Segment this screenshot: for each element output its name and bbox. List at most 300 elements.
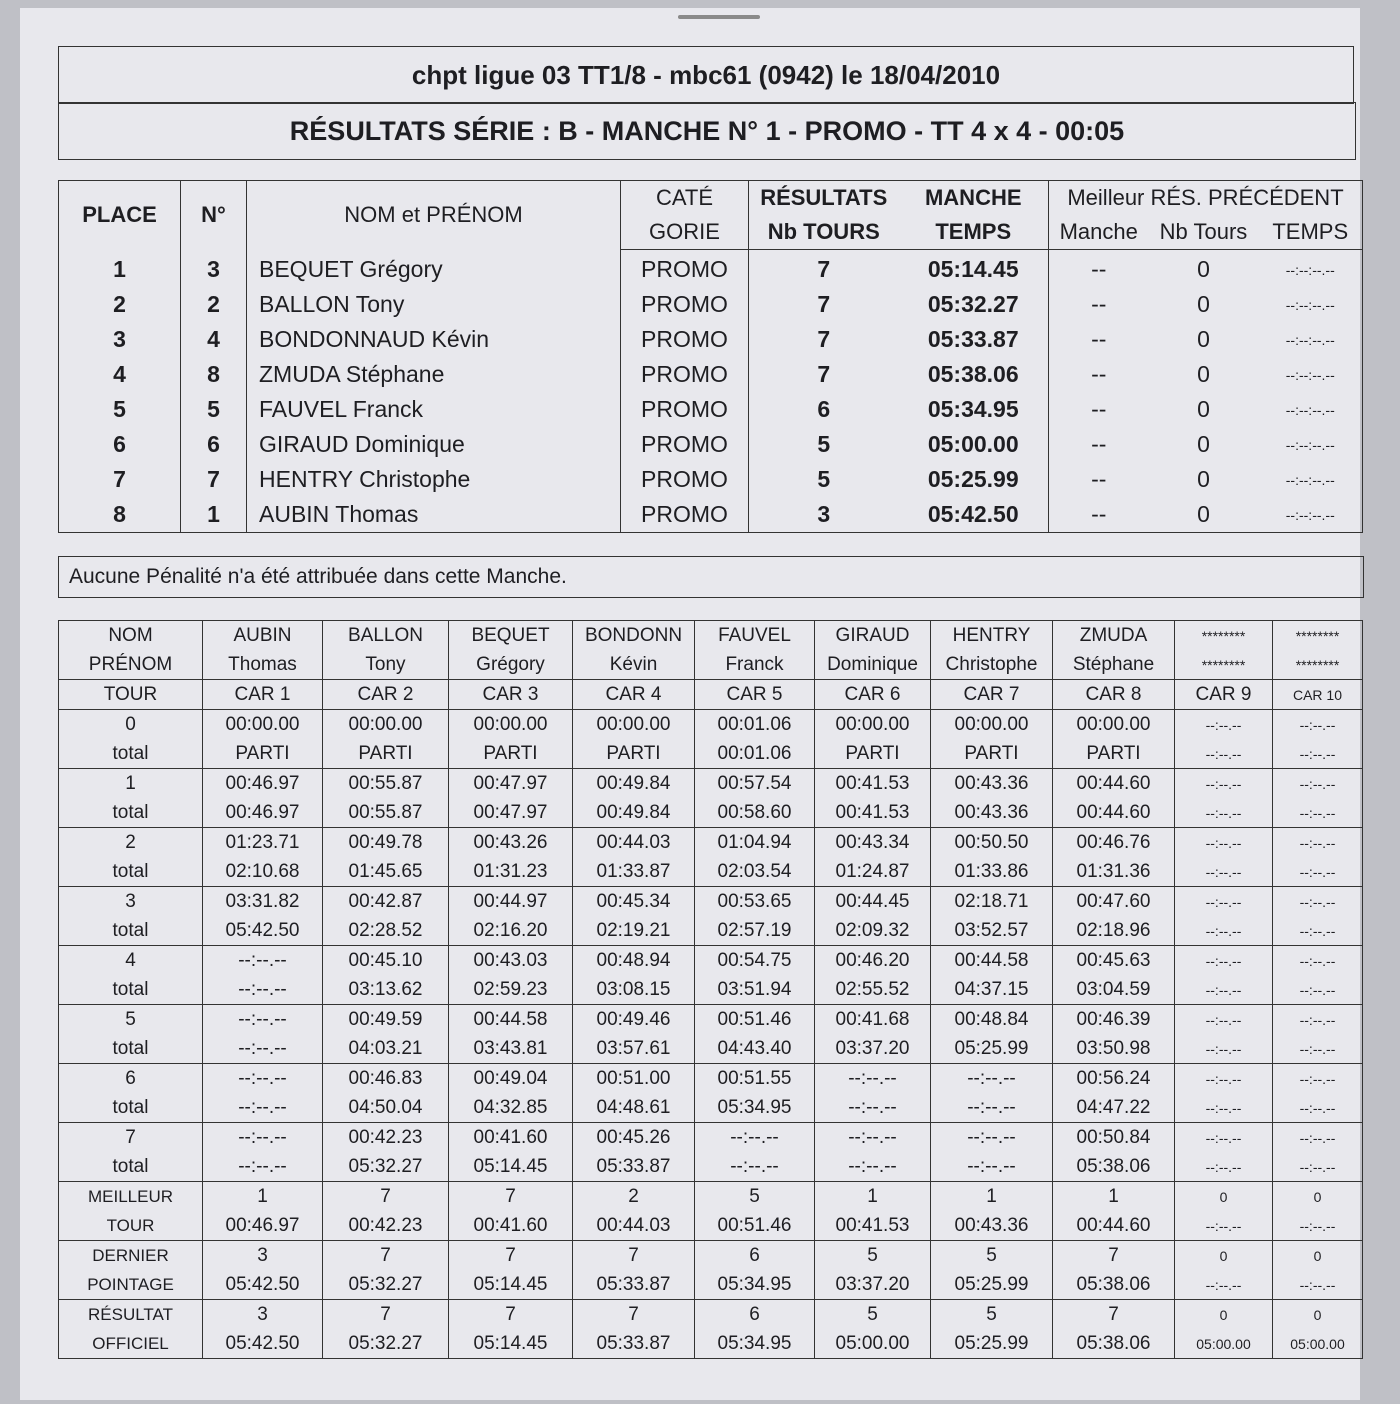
lap-cumulative: 02:18.96 [1053, 916, 1175, 946]
lap-cumulative: 05:38.06 [1053, 1152, 1175, 1182]
result-prev-time: --:--:--.-- [1259, 357, 1363, 392]
result-laps: 7 [749, 357, 899, 392]
lap-time: 00:56.24 [1053, 1064, 1175, 1094]
label-total: total [59, 975, 203, 1005]
lap-cumulative: PARTI [931, 739, 1053, 769]
lap-time: --:--.-- [1273, 710, 1363, 740]
lap-time: 00:48.84 [931, 1005, 1053, 1035]
best-lap-time: 00:44.03 [573, 1211, 695, 1241]
official-result-row [59, 1300, 1363, 1330]
driver-firstname: Thomas [203, 650, 323, 680]
car-number: CAR 9 [1175, 680, 1273, 710]
lap-row [59, 887, 1363, 917]
driver-surname: AUBIN [203, 621, 323, 651]
series-title: RÉSULTATS SÉRIE : B - MANCHE N° 1 - PROMO - TT 4 x 4 - 00:05 [58, 102, 1356, 160]
lap-time: 00:45.26 [573, 1123, 695, 1153]
car-number: CAR 3 [449, 680, 573, 710]
lap-time: 00:42.87 [323, 887, 449, 917]
lap-cumulative: 03:13.62 [323, 975, 449, 1005]
staple [678, 15, 760, 19]
lap-time: 00:46.39 [1053, 1005, 1175, 1035]
driver-firstname: Kévin [573, 650, 695, 680]
lap-cumulative: --:--.-- [815, 1093, 931, 1123]
lap-time: 00:00.00 [323, 710, 449, 740]
result-place: 2 [59, 287, 181, 322]
lap-time: 00:44.45 [815, 887, 931, 917]
best-lap-time: 00:41.60 [449, 1211, 573, 1241]
lap-total-row [59, 1152, 1363, 1182]
lap-row [59, 1064, 1363, 1094]
result-row [59, 322, 1363, 357]
result-row [59, 497, 1363, 533]
lap-time: 00:44.97 [449, 887, 573, 917]
col-category-1: CATÉ [621, 181, 749, 216]
lap-cumulative: 01:31.36 [1053, 857, 1175, 887]
lap-cumulative: 00:46.97 [203, 798, 323, 828]
lap-time: 00:51.55 [695, 1064, 815, 1094]
driver-firstname: Christophe [931, 650, 1053, 680]
lap-cumulative: --:--.-- [203, 1093, 323, 1123]
lap-total-row [59, 916, 1363, 946]
result-prev-manche: -- [1049, 250, 1149, 288]
best-lap-time: --:--.-- [1273, 1211, 1363, 1241]
result-prev-time: --:--:--.-- [1259, 322, 1363, 357]
lap-total-row [59, 857, 1363, 887]
result-category: PROMO [621, 287, 749, 322]
last-timing-time: 05:25.99 [931, 1270, 1053, 1300]
result-name: BEQUET Grégory [247, 250, 621, 288]
official-result-lap: 5 [815, 1300, 931, 1330]
official-result-time-row [59, 1329, 1363, 1359]
lap-cumulative: 01:33.87 [573, 857, 695, 887]
best-lap-time: 00:43.36 [931, 1211, 1053, 1241]
lap-time: 00:44.58 [931, 946, 1053, 976]
result-prev-time: --:--:--.-- [1259, 427, 1363, 462]
result-prev-time: --:--:--.-- [1259, 462, 1363, 497]
last-timing-lap: 3 [203, 1241, 323, 1271]
best-lap-time: 00:41.53 [815, 1211, 931, 1241]
lap-time: 00:00.00 [449, 710, 573, 740]
lap-cumulative: 05:42.50 [203, 916, 323, 946]
lap-row [59, 769, 1363, 799]
lap-cumulative: PARTI [1053, 739, 1175, 769]
lap-cumulative: 02:28.52 [323, 916, 449, 946]
official-result-time: 05:00.00 [1175, 1329, 1273, 1359]
lap-time: 03:31.82 [203, 887, 323, 917]
official-result-lap: 5 [931, 1300, 1053, 1330]
lap-time: 00:54.75 [695, 946, 815, 976]
lap-time: 00:00.00 [1053, 710, 1175, 740]
last-timing-time: 05:32.27 [323, 1270, 449, 1300]
last-timing-time: --:--.-- [1175, 1270, 1273, 1300]
lap-time: 00:43.26 [449, 828, 573, 858]
best-lap-time: 00:44.60 [1053, 1211, 1175, 1241]
lap-time: 00:46.76 [1053, 828, 1175, 858]
label-best-lap: MEILLEUR [59, 1182, 203, 1212]
car-number: CAR 10 [1273, 680, 1363, 710]
lap-cumulative: --:--.-- [1175, 1034, 1273, 1064]
lap-time: --:--.-- [203, 946, 323, 976]
lap-cumulative: --:--.-- [203, 975, 323, 1005]
lap-number: 0 [59, 710, 203, 740]
result-place: 7 [59, 462, 181, 497]
driver-surname: FAUVEL [695, 621, 815, 651]
lap-cumulative: --:--.-- [1273, 1093, 1363, 1123]
lap-cumulative: 00:49.84 [573, 798, 695, 828]
lap-cumulative: 03:04.59 [1053, 975, 1175, 1005]
car-number: CAR 4 [573, 680, 695, 710]
lap-cumulative: --:--.-- [1175, 1093, 1273, 1123]
label-total: total [59, 1093, 203, 1123]
lap-total-row [59, 1034, 1363, 1064]
lap-time: 02:18.71 [931, 887, 1053, 917]
lap-cumulative: --:--.-- [1175, 975, 1273, 1005]
result-time: 05:38.06 [899, 357, 1049, 392]
last-timing-lap: 7 [323, 1241, 449, 1271]
result-category: PROMO [621, 427, 749, 462]
best-lap-lap: 0 [1273, 1182, 1363, 1212]
lap-number: 2 [59, 828, 203, 858]
official-result-lap: 7 [1053, 1300, 1175, 1330]
last-timing-time: --:--.-- [1273, 1270, 1363, 1300]
last-timing-lap: 5 [931, 1241, 1053, 1271]
car-number: CAR 1 [203, 680, 323, 710]
lap-cumulative: 03:50.98 [1053, 1034, 1175, 1064]
last-timing-time-row [59, 1270, 1363, 1300]
official-result-time: 05:32.27 [323, 1329, 449, 1359]
result-name: AUBIN Thomas [247, 497, 621, 533]
lap-cumulative: 04:43.40 [695, 1034, 815, 1064]
result-row [59, 287, 1363, 322]
best-lap-time-row [59, 1211, 1363, 1241]
lap-time: 00:48.94 [573, 946, 695, 976]
lap-cumulative: 05:33.87 [573, 1152, 695, 1182]
last-timing-time: 05:42.50 [203, 1270, 323, 1300]
col-prev-manche: Manche [1049, 215, 1149, 250]
lap-cumulative: PARTI [203, 739, 323, 769]
lap-time: 00:44.60 [1053, 769, 1175, 799]
lap-cumulative: 01:31.23 [449, 857, 573, 887]
lap-row [59, 710, 1363, 740]
lap-time: --:--.-- [1175, 769, 1273, 799]
lap-time: 00:57.54 [695, 769, 815, 799]
driver-firstname: Tony [323, 650, 449, 680]
lap-time: 00:49.04 [449, 1064, 573, 1094]
lap-row [59, 1005, 1363, 1035]
best-lap-lap: 1 [815, 1182, 931, 1212]
lap-cumulative: PARTI [573, 739, 695, 769]
lap-cumulative: --:--.-- [1273, 1034, 1363, 1064]
lap-time: 00:45.10 [323, 946, 449, 976]
result-laps: 7 [749, 287, 899, 322]
lap-time: 00:41.53 [815, 769, 931, 799]
result-laps: 6 [749, 392, 899, 427]
label-total: total [59, 916, 203, 946]
driver-firstname: Franck [695, 650, 815, 680]
lap-time: 00:50.84 [1053, 1123, 1175, 1153]
lap-cumulative: 03:43.81 [449, 1034, 573, 1064]
driver-surname: BONDONN [573, 621, 695, 651]
event-title: chpt ligue 03 TT1/8 - mbc61 (0942) le 18/04/2010 [58, 46, 1354, 104]
lap-time: 00:47.97 [449, 769, 573, 799]
result-laps: 7 [749, 322, 899, 357]
car-number: CAR 8 [1053, 680, 1175, 710]
last-timing-time: 05:38.06 [1053, 1270, 1175, 1300]
lap-cumulative: 02:55.52 [815, 975, 931, 1005]
lap-cumulative: 00:44.60 [1053, 798, 1175, 828]
label-total: total [59, 1034, 203, 1064]
lap-time: 01:23.71 [203, 828, 323, 858]
lap-time: --:--.-- [695, 1123, 815, 1153]
result-time: 05:25.99 [899, 462, 1049, 497]
lap-cumulative: --:--.-- [1175, 1152, 1273, 1182]
lap-cumulative: 04:32.85 [449, 1093, 573, 1123]
result-number: 2 [181, 287, 247, 322]
lap-cumulative: 00:01.06 [695, 739, 815, 769]
lap-cumulative: 02:57.19 [695, 916, 815, 946]
last-timing-lap: 0 [1175, 1241, 1273, 1271]
col-results-1: RÉSULTATS [749, 181, 899, 216]
lap-cumulative: --:--.-- [203, 1152, 323, 1182]
result-time: 05:32.27 [899, 287, 1049, 322]
lap-time: --:--.-- [1273, 1064, 1363, 1094]
result-prev-laps: 0 [1197, 256, 1210, 282]
lap-cumulative: --:--.-- [1175, 857, 1273, 887]
label-total: total [59, 857, 203, 887]
best-lap-lap: 7 [323, 1182, 449, 1212]
lap-cumulative: --:--.-- [695, 1152, 815, 1182]
lap-time: --:--.-- [203, 1064, 323, 1094]
best-lap-lap: 5 [695, 1182, 815, 1212]
car-number: CAR 7 [931, 680, 1053, 710]
official-result-lap: 6 [695, 1300, 815, 1330]
lap-cumulative: PARTI [449, 739, 573, 769]
car-number: CAR 5 [695, 680, 815, 710]
lap-cumulative: 04:48.61 [573, 1093, 695, 1123]
lap-time: 00:46.20 [815, 946, 931, 976]
lap-cumulative: 02:16.20 [449, 916, 573, 946]
result-name: HENTRY Christophe [247, 462, 621, 497]
result-name: BALLON Tony [247, 287, 621, 322]
lap-cumulative: 00:55.87 [323, 798, 449, 828]
lap-time: --:--.-- [931, 1123, 1053, 1153]
label-nom: NOM [59, 621, 203, 651]
result-prev-laps: 0 [1197, 396, 1210, 422]
col-nb-tours: Nb TOURS [749, 215, 899, 250]
result-place: 4 [59, 357, 181, 392]
lap-time: --:--.-- [1175, 946, 1273, 976]
lap-cumulative: PARTI [323, 739, 449, 769]
lap-cumulative: 03:37.20 [815, 1034, 931, 1064]
result-number: 6 [181, 427, 247, 462]
best-lap-lap: 1 [203, 1182, 323, 1212]
best-lap-time: --:--.-- [1175, 1211, 1273, 1241]
result-place: 1 [59, 250, 181, 288]
lap-cumulative: 04:50.04 [323, 1093, 449, 1123]
lap-time: --:--.-- [1175, 1005, 1273, 1035]
lap-cumulative: 01:33.86 [931, 857, 1053, 887]
official-result-time: 05:38.06 [1053, 1329, 1175, 1359]
driver-firstname: Stéphane [1053, 650, 1175, 680]
result-name: GIRAUD Dominique [247, 427, 621, 462]
result-number: 7 [181, 462, 247, 497]
result-name: BONDONNAUD Kévin [247, 322, 621, 357]
driver-surname: ******** [1273, 621, 1363, 651]
lap-cumulative: --:--.-- [1175, 916, 1273, 946]
lap-cumulative: 03:57.61 [573, 1034, 695, 1064]
lap-time: 01:04.94 [695, 828, 815, 858]
lap-time: 00:44.03 [573, 828, 695, 858]
result-name: FAUVEL Franck [247, 392, 621, 427]
official-result-time: 05:00.00 [815, 1329, 931, 1359]
lap-total-row [59, 975, 1363, 1005]
lap-cumulative: --:--.-- [931, 1152, 1053, 1182]
lap-number: 7 [59, 1123, 203, 1153]
lap-cumulative: 02:10.68 [203, 857, 323, 887]
lap-cumulative: --:--.-- [815, 1152, 931, 1182]
driver-surname: HENTRY [931, 621, 1053, 651]
last-timing-lap: 7 [449, 1241, 573, 1271]
result-prev-laps: 0 [1197, 291, 1210, 317]
lap-cumulative: --:--.-- [1175, 739, 1273, 769]
lap-cumulative: --:--.-- [1175, 798, 1273, 828]
lap-cumulative: 00:58.60 [695, 798, 815, 828]
official-result-time: 05:33.87 [573, 1329, 695, 1359]
best-lap-lap: 1 [931, 1182, 1053, 1212]
result-row [59, 427, 1363, 462]
best-lap-time: 00:42.23 [323, 1211, 449, 1241]
lap-time: --:--.-- [815, 1123, 931, 1153]
lap-time: 00:49.59 [323, 1005, 449, 1035]
lap-cumulative: 04:47.22 [1053, 1093, 1175, 1123]
label-total: total [59, 739, 203, 769]
last-timing-lap: 7 [1053, 1241, 1175, 1271]
result-prev-laps: 0 [1197, 466, 1210, 492]
result-laps: 3 [749, 497, 899, 533]
official-result-time: 05:34.95 [695, 1329, 815, 1359]
lap-time: 00:55.87 [323, 769, 449, 799]
best-lap-time: 00:46.97 [203, 1211, 323, 1241]
lap-time: 00:45.63 [1053, 946, 1175, 976]
results-table [58, 180, 1363, 533]
lap-cumulative: PARTI [815, 739, 931, 769]
driver-firstname: Grégory [449, 650, 573, 680]
lap-time: 00:50.50 [931, 828, 1053, 858]
col-temps: TEMPS [899, 215, 1049, 250]
lap-time: --:--.-- [1273, 828, 1363, 858]
official-result-time: 05:42.50 [203, 1329, 323, 1359]
lap-header-prenom [59, 650, 1363, 680]
result-time: 05:14.45 [899, 250, 1049, 288]
result-laps: 7 [749, 250, 899, 288]
best-lap-lap: 7 [449, 1182, 573, 1212]
official-result-lap: 7 [449, 1300, 573, 1330]
lap-time: 00:45.34 [573, 887, 695, 917]
lap-number: 6 [59, 1064, 203, 1094]
last-timing-lap: 5 [815, 1241, 931, 1271]
lap-cumulative: 04:03.21 [323, 1034, 449, 1064]
result-laps: 5 [749, 427, 899, 462]
lap-cumulative: --:--.-- [203, 1034, 323, 1064]
lap-row [59, 828, 1363, 858]
lap-time: --:--.-- [1175, 828, 1273, 858]
result-row [59, 357, 1363, 392]
result-time: 05:42.50 [899, 497, 1049, 533]
lap-number: 3 [59, 887, 203, 917]
lap-time: 00:00.00 [931, 710, 1053, 740]
result-number: 3 [181, 250, 247, 288]
official-result-lap: 7 [323, 1300, 449, 1330]
result-category: PROMO [621, 392, 749, 427]
last-timing-row [59, 1241, 1363, 1271]
lap-cumulative: 03:08.15 [573, 975, 695, 1005]
result-category: PROMO [621, 462, 749, 497]
lap-time: 00:46.97 [203, 769, 323, 799]
lap-time: --:--.-- [1273, 887, 1363, 917]
result-prev-manche: -- [1049, 462, 1149, 497]
lap-number: 1 [59, 769, 203, 799]
result-row [59, 250, 1363, 288]
col-category-2: GORIE [621, 215, 749, 250]
result-place: 8 [59, 497, 181, 533]
result-place: 3 [59, 322, 181, 357]
col-name: NOM et PRÉNOM [247, 181, 621, 250]
lap-time: 00:51.00 [573, 1064, 695, 1094]
lap-time: --:--.-- [1175, 1123, 1273, 1153]
lap-header-nom [59, 621, 1363, 651]
lap-time: 00:42.23 [323, 1123, 449, 1153]
result-time: 05:00.00 [899, 427, 1049, 462]
lap-cumulative: 02:19.21 [573, 916, 695, 946]
result-prev-time: --:--:--.-- [1259, 250, 1363, 288]
lap-cumulative: 00:43.36 [931, 798, 1053, 828]
lap-time: 00:01.06 [695, 710, 815, 740]
lap-cumulative: 00:41.53 [815, 798, 931, 828]
lap-cumulative: 02:09.32 [815, 916, 931, 946]
result-name: ZMUDA Stéphane [247, 357, 621, 392]
lap-time: --:--.-- [1273, 1123, 1363, 1153]
result-prev-laps: 0 [1197, 501, 1210, 527]
lap-time: --:--.-- [1175, 710, 1273, 740]
lap-cumulative: 00:47.97 [449, 798, 573, 828]
best-lap-lap: 1 [1053, 1182, 1175, 1212]
lap-cumulative: 01:45.65 [323, 857, 449, 887]
driver-surname: BEQUET [449, 621, 573, 651]
lap-time: --:--.-- [1175, 1064, 1273, 1094]
result-number: 8 [181, 357, 247, 392]
lap-time: 00:41.68 [815, 1005, 931, 1035]
lap-cumulative: 02:03.54 [695, 857, 815, 887]
result-laps: 5 [749, 462, 899, 497]
label-official-result: RÉSULTAT [59, 1300, 203, 1330]
result-category: PROMO [621, 250, 749, 288]
lap-time: --:--.-- [1273, 946, 1363, 976]
driver-firstname: Dominique [815, 650, 931, 680]
result-prev-manche: -- [1049, 497, 1149, 533]
lap-time: 00:44.58 [449, 1005, 573, 1035]
result-category: PROMO [621, 322, 749, 357]
result-time: 05:34.95 [899, 392, 1049, 427]
result-number: 4 [181, 322, 247, 357]
result-place: 5 [59, 392, 181, 427]
lap-number: 4 [59, 946, 203, 976]
result-place: 6 [59, 427, 181, 462]
best-lap-lap: 2 [573, 1182, 695, 1212]
result-prev-laps: 0 [1197, 326, 1210, 352]
best-lap-lap: 0 [1175, 1182, 1273, 1212]
result-row [59, 392, 1363, 427]
result-prev-manche: -- [1049, 287, 1149, 322]
